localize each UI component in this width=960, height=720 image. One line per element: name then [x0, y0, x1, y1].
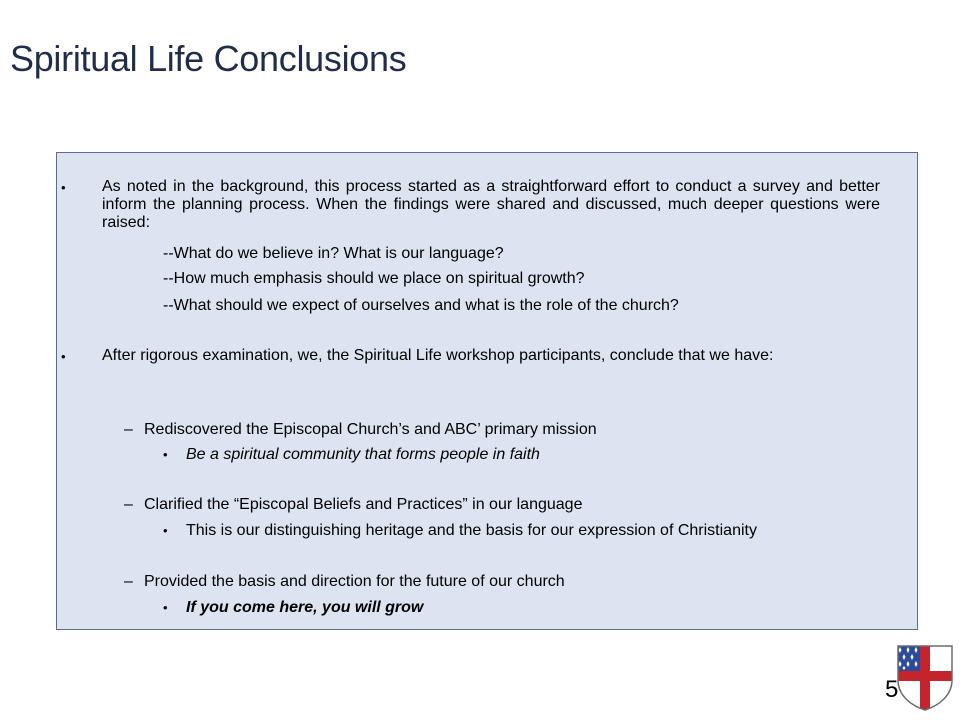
- bullet-2-marker: •: [61, 349, 66, 364]
- slide-title: Spiritual Life Conclusions: [10, 38, 407, 79]
- conclusion-2-heading: Clarified the “Episcopal Beliefs and Practices” in our language: [144, 496, 583, 513]
- question-1: --What do we believe in? What is our language?: [163, 245, 504, 262]
- conclusion-3-detail: If you come here, you will grow: [186, 599, 424, 616]
- conclusion-1-detail: Be a spiritual community that forms people in faith: [186, 446, 540, 463]
- conclusion-2-detail: This is our distinguishing heritage and the basis for our expression of Christianity: [186, 522, 757, 539]
- conclusion-1-heading: Rediscovered the Episcopal Church’s and ABC’ primary mission: [144, 421, 597, 438]
- bullet-2-text: After rigorous examination, we, the Spiritual Life workshop participants, conclude that we have:: [102, 347, 774, 364]
- question-3: --What should we expect of ourselves and what is the role of the church?: [163, 297, 679, 314]
- conclusion-1-bullet: •: [163, 447, 168, 462]
- conclusion-1-dash: –: [124, 421, 133, 438]
- bullet-1-text: As noted in the background, this process started as a straightforward effort to conduct a survey and better inform the planning process. When the findings were shared and discussed, much deeper questions were raised:: [102, 178, 880, 231]
- bullet-1-marker: •: [61, 180, 66, 195]
- page-number: 5: [885, 676, 899, 703]
- conclusion-3-bullet: •: [163, 600, 168, 615]
- question-2: --How much emphasis should we place on spiritual growth?: [163, 270, 585, 287]
- conclusion-3-dash: –: [124, 573, 133, 590]
- conclusion-3-heading: Provided the basis and direction for the future of our church: [144, 573, 565, 590]
- conclusion-2-dash: –: [124, 496, 133, 513]
- conclusion-2-bullet: •: [163, 523, 168, 538]
- episcopal-shield-icon: [896, 644, 954, 712]
